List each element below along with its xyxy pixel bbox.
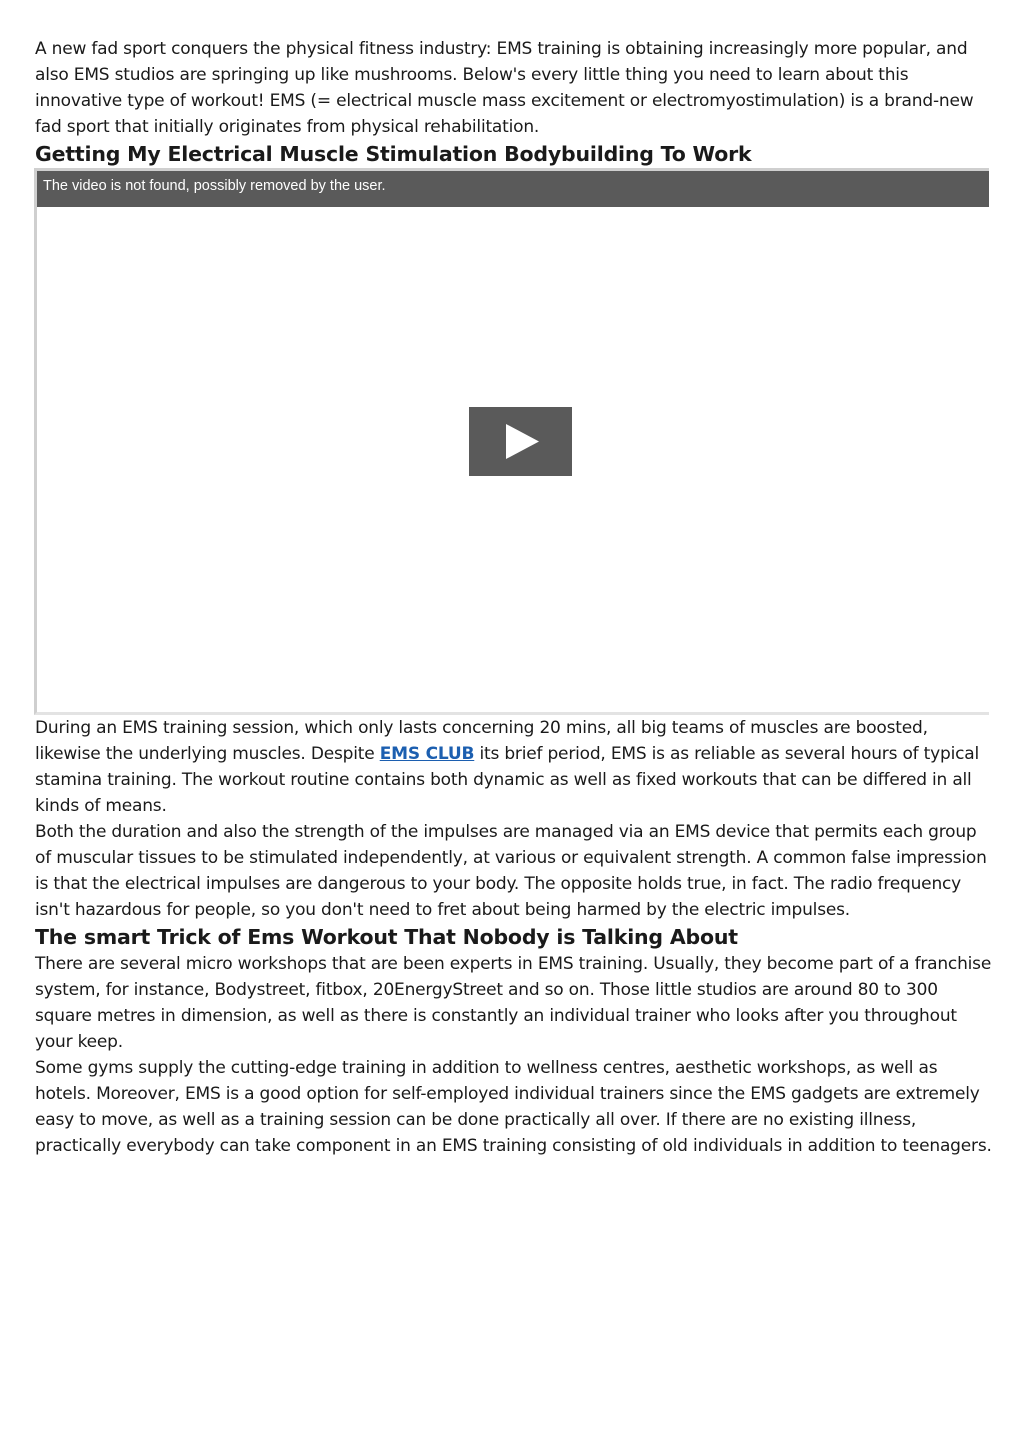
section-heading-1: Getting My Electrical Muscle Stimulation Bodybuilding To Work bbox=[35, 142, 752, 166]
paragraph-2-text-before: During an EMS training session, which only lasts concerning 20 mins, all big teams of muscles are boosted, likewise the underlying muscles. Despite bbox=[35, 718, 928, 764]
section-heading-2: The smart Trick of Ems Workout That Nobody is Talking About bbox=[35, 925, 738, 949]
paragraph-3: Both the duration and also the strength of the impulses are managed via an EMS device that permits each group of muscular tissues to be stimulated independently, at various or equivalent strength. A common false impression is that the electrical impulses are dangerous to your body. The opposite holds true, in fact. The radio frequency isn't hazardous for people, so you don't need to fret about being harmed by the electric impulses. bbox=[35, 822, 987, 920]
intro-paragraph: A new fad sport conquers the physical fitness industry: EMS training is obtaining increasingly more popular, and also EMS studios are springing up like mushrooms. Below's every little thing you need to learn about this innovative type of workout! EMS (= electrical muscle mass excitement or electromyostimulation) is a brand-new fad sport that initially originates from physical rehabilitation. bbox=[35, 39, 974, 137]
paragraph-5: Some gyms supply the cutting-edge training in addition to wellness centres, aesthetic workshops, as well as hotels. Moreover, EMS is a good option for self-employed individual trainers since the EMS gadgets are extremely easy to move, as well as a training session can be done practically all over. If there are no existing illness, practically everybody can take component in an EMS training consisting of old individuals in addition to teenagers. bbox=[35, 1058, 992, 1156]
video-error-message: The video is not found, possibly removed by the user. bbox=[43, 178, 386, 194]
paragraph-2 bbox=[35, 715, 995, 819]
paragraph-2-text-after: its brief period, EMS is as reliable as several hours of typical stamina training. The workout routine contains both dynamic as well as fixed workouts that can be differed in all kinds of means. bbox=[35, 744, 979, 816]
video-error-bar bbox=[37, 171, 989, 207]
ems-club-link[interactable]: EMS CLUB bbox=[379, 744, 475, 764]
video-embed[interactable] bbox=[34, 168, 989, 715]
paragraph-4: There are several micro workshops that are been experts in EMS training. Usually, they become part of a franchise system, for instance, Bodystreet, fitbox, 20EnergyStreet and so on. Those little studios are around 80 to 300 square metres in dimension, as well as there is constantly an individual trainer who looks after you throughout your keep. bbox=[35, 954, 992, 1052]
article bbox=[35, 36, 995, 1159]
play-button[interactable] bbox=[469, 407, 572, 476]
play-icon bbox=[469, 407, 572, 476]
